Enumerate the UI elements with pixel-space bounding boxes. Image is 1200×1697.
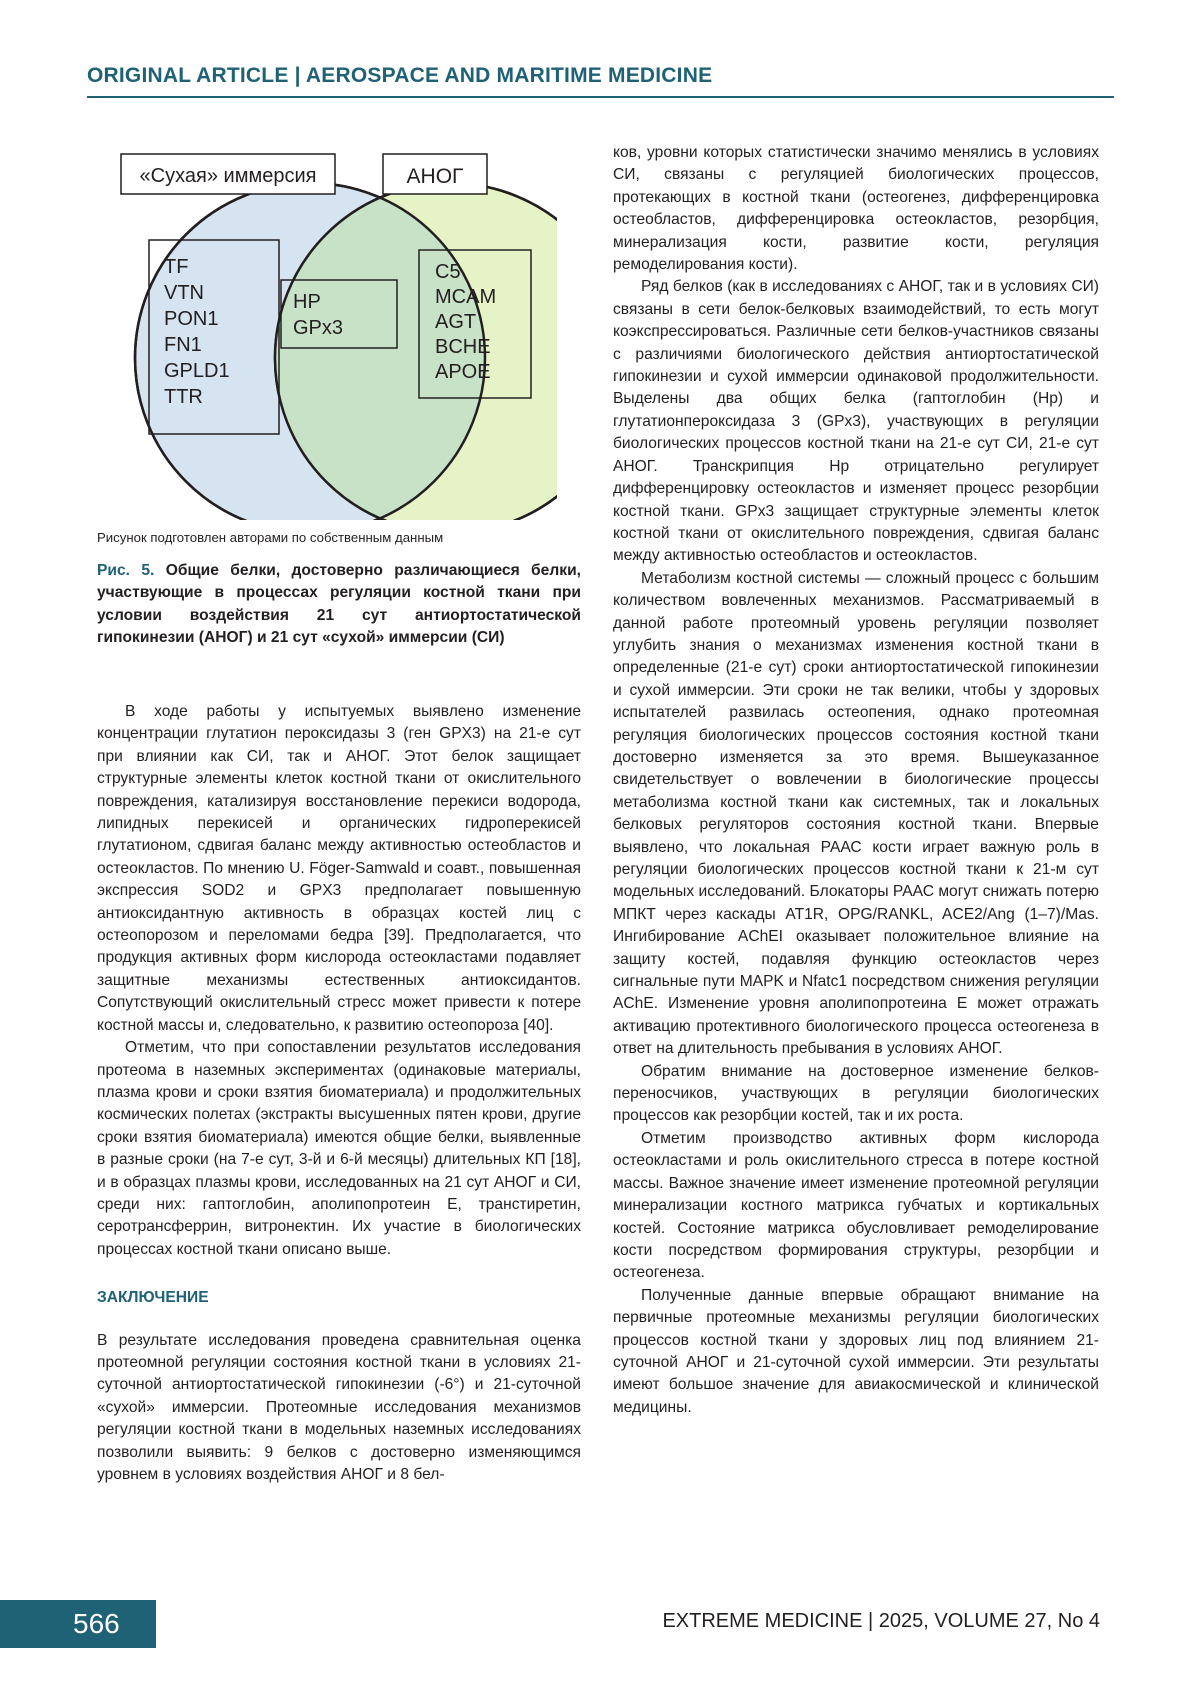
protein-common: GPx3 <box>293 317 344 339</box>
left-column <box>97 701 581 1486</box>
figure-caption-text: Общие белки, достоверно различающиеся белки, участвующие в процессах регуляции костной ткани при условии воздействия 21 сут антиортостатической гипокинезии (АНОГ) и 21 сут «сухой» иммерсии (СИ) <box>97 562 581 647</box>
paragraph: Ряд белков (как в исследованиях с АНОГ, так и в условиях СИ) связаны в сети белок-белковых взаимодействий, то есть могут коэкспрессироваться. Различные сети белков-участников связаны с различиями биологического действия антиортостатической гипокинезии и сухой иммерсии одинаковой продолжительности. Выделены два общих белка (гаптоглобин (Hp) и глутатионпероксидаза 3 (GPx3), участвующих в регуляции биологических процессов костной ткани на 21-е сут СИ, 21-е сут АНОГ. Транскрипция Hp отрицательно регулирует дифференцировку остеокластов и изменяет процесс резорбции костной ткани. GPx3 защищает структурные элементы клеток костной ткани от окислительного повреждения, сдвигая баланс между активностью остеобластов и остеокластов. <box>613 278 1099 565</box>
protein-right: C5 <box>435 261 461 283</box>
paragraph: Метаболизм костной системы — сложный процесс с большим количеством вовлеченных механизмов. Рассматриваемый в данной работе протеомный уровень регуляции позволяет углубить знания о механизмах изменения костной ткани в определенные (21-е сут) сроки антиортостатической гипокинезии и сухой иммерсии. Эти сроки не так велики, чтобы у здоровых испытателей развилась остеопения, однако протеомная регуляция биологических процессов состояния костной ткани достоверно изменяется за это время. Вышеуказанное свидетельствует о вовлечении в биологические процессы метаболизма костной ткани как системных, так и локальных белковых регуляторов состояния костной ткани. Впервые выявлено, что локальная РААС кости играет важную роль в регуляции биологических процессов костной ткани к 21-м сут модельных исследований. Блокаторы РААС могут снижать потерю МПКТ через каскады AT1R, OPG/RANKL, ACE2/Ang (1–7)/Mas. Ингибирование AChEI оказывает положительное влияние на защиту костей, подавляя функцию остеокластов через сигнальные пути MAPK и Nfatc1 посредством снижения регуляции AChE. Изменение уровня аполипопротеина E может отражать активацию протективного биологического процесса остеогенеза в ответ на длительность пребывания в условиях АНОГ. <box>613 569 1099 1058</box>
paragraph: В ходе работы у испытуемых выявлено изменение концентрации глутатион пероксидазы 3 (ген GPX3) на 21-е сут при влиянии как СИ, так и АНОГ. Этот белок защищает структурные элементы клеток костной ткани от окислительного повреждения, катализируя восстановление перекиси водорода, липидных перекисей и органических гидроперекисей глутатионом, сдвигая баланс между активностью остеобластов и остеокластов. По мнению U. Föger-Samwald и соавт., повышенная экспрессия SOD2 и GPX3 предполагает повышенную антиоксидантную активность в образцах костей лиц с остеопорозом и переломами бедра [39]. Предполагается, что продукция активных форм кислорода остеокластами подавляет защитные механизмы естественных антиоксидантов. Сопутствующий окислительный стресс может привести к потере костной массы и, следовательно, к развитию остеопороза [40]. <box>97 703 581 1034</box>
protein-left: PON1 <box>164 308 219 330</box>
protein-left: VTN <box>164 282 204 304</box>
paragraph: Отметим производство активных форм кислорода остеокластами и роль окислительного стресса в потере костной массы. Важное значение имеет изменение протеомной регуляции минерализации костного матрикса губчатых и кортикальных костей. Состояние матрикса обусловливает ремоделирование кости посредством формирования структуры, резорбции и остеогенеза. <box>613 1129 1099 1282</box>
protein-left: FN1 <box>164 334 202 356</box>
label-anog: АНОГ <box>406 165 464 188</box>
protein-left: GPLD1 <box>164 360 230 382</box>
venn-diagram <box>97 140 557 520</box>
protein-left: TTR <box>164 386 203 408</box>
header-divider <box>87 96 1114 98</box>
paragraph: Обратим внимание на достоверное изменение белков-переносчиков, участвующих в регуляции биологических процессов как резорбции костей, так и их роста. <box>613 1062 1099 1125</box>
right-column <box>613 142 1099 1419</box>
paragraph: В результате исследования проведена сравнительная оценка протеомной регуляции состояния костной ткани в условиях 21-суточной антиортостатической гипокинезии (-6°) и 21-суточной «сухой» иммерсии. Протеомные исследования механизмов регуляции костной ткани в модельных наземных исследованиях позволили выявить: 9 белков с достоверно изменяющимся уровнем в условиях воздействия АНОГ и 8 бел- <box>97 1331 581 1483</box>
protein-right: MCAM <box>435 286 497 308</box>
protein-left: TF <box>164 256 189 278</box>
figure-credit: Рисунок подготовлен авторами по собственным данным <box>97 530 444 545</box>
paragraph: Полученные данные впервые обращают внимание на первичные протеомные механизмы регуляции биологических процессов костной ткани у здоровых лиц под влиянием 21-суточной АНОГ и 21-суточной сухой иммерсии. Эти результаты имеют большое значение для авиакосмической и клинической медицины. <box>613 1286 1099 1416</box>
paragraph: ков, уровни которых статистически значимо менялись в условиях СИ, связаны с регуляцией биологических процессов, протекающих в костной ткани (остеогенез, дифференцировка остеобластов, дифференцировка остеокластов, резорбция, минерализация кости, развитие кости, регуляция ремоделирования кости). <box>613 144 1099 274</box>
page-number: 566 <box>0 1600 156 1648</box>
figure-caption <box>97 560 581 650</box>
protein-right: BCHE <box>435 336 491 358</box>
running-header: ORIGINAL ARTICLE | AEROSPACE AND MARITIME MEDICINE <box>87 64 713 87</box>
protein-right: AGT <box>435 311 477 333</box>
section-heading: ЗАКЛЮЧЕНИЕ <box>97 1289 209 1307</box>
protein-common: HP <box>293 291 321 313</box>
protein-right: APOE <box>435 361 491 383</box>
journal-footer: EXTREME MEDICINE | 2025, VOLUME 27, No 4 <box>662 1610 1100 1632</box>
label-dry-immersion: «Сухая» иммерсия <box>139 165 317 187</box>
paragraph: Отметим, что при сопоставлении результатов исследования протеома в наземных экспериментах (одинаковые материалы, плазма крови и сроки взятия биоматериала) и продолжительных космических полетах (экстракты высушенных пятен крови, другие сроки взятия биоматериала) имеются общие белки, выявленные в разные сроки (на 7-е сут, 3-й и 6-й месяцы) длительных КП [18], и в образцах плазмы крови, исследованных на 21 сут АНОГ и СИ, среди них: гаптоглобин, аполипопротеин E, транстиретин, серотрансферрин, витронектин. Их участие в биологических процессах костной ткани описано выше. <box>97 1039 581 1258</box>
figure-caption-label: Рис. 5. <box>97 562 155 579</box>
